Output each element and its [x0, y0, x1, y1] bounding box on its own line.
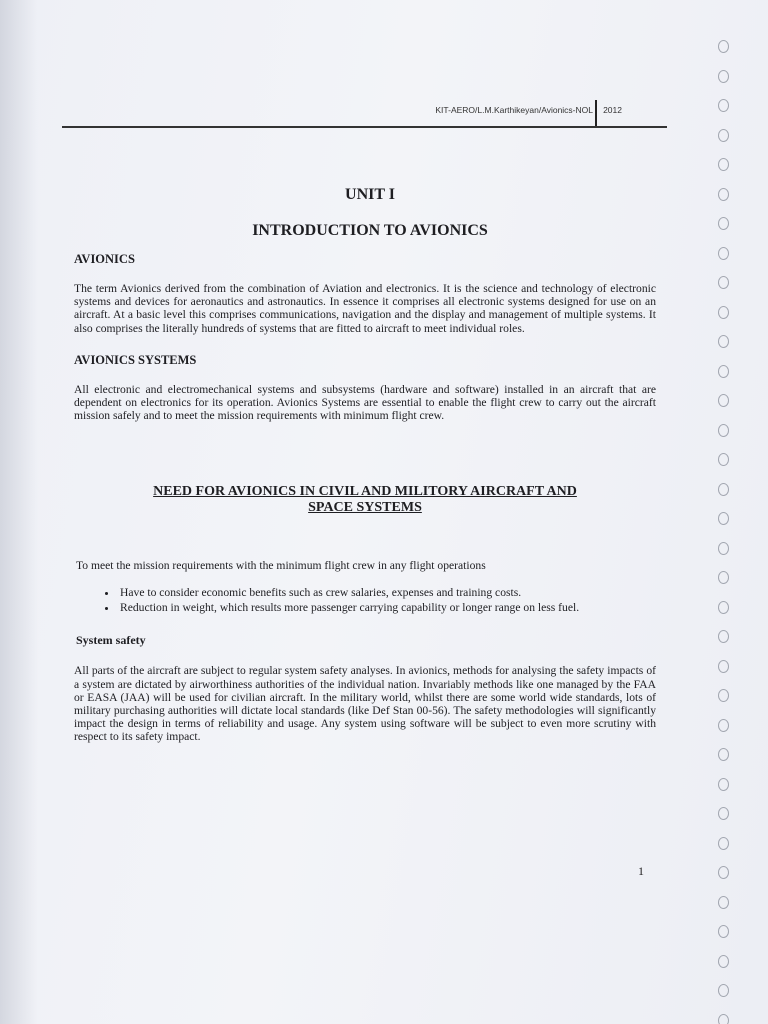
list-item: • Reduction in weight, which results more passenger carrying capability or longer range on less fuel. — [118, 600, 656, 615]
binding-hole — [718, 512, 729, 525]
binding-hole — [718, 129, 729, 142]
binding-hole — [718, 630, 729, 643]
header-year: 2012 — [603, 105, 622, 115]
binding-hole — [718, 40, 729, 53]
binding-hole — [718, 394, 729, 407]
system-safety-heading: System safety — [76, 633, 146, 648]
page-content — [74, 186, 656, 762]
need-intro: To meet the mission requirements with the minimum flight crew in any flight operations — [76, 559, 486, 573]
binding-hole — [718, 571, 729, 584]
binding-hole — [718, 719, 729, 732]
binding-hole — [718, 158, 729, 171]
binding-hole — [718, 99, 729, 112]
list-item: • Have to consider economic benefits such as crew salaries, expenses and training costs. — [118, 585, 656, 600]
binding-hole — [718, 217, 729, 230]
section-heading-avionics-systems: AVIONICS SYSTEMS — [74, 352, 197, 367]
binding-hole — [718, 984, 729, 997]
binding-hole — [718, 955, 729, 968]
unit-title: UNIT I — [345, 186, 395, 203]
binding-hole — [718, 1014, 729, 1024]
binding-hole — [718, 689, 729, 702]
page-header — [62, 104, 667, 128]
binding-hole — [718, 424, 729, 437]
need-bullet-list — [98, 585, 656, 615]
header-author: KIT-AERO/L.M.Karthikeyan/Avionics-NOL — [435, 105, 593, 115]
binding-hole — [718, 188, 729, 201]
main-title: INTRODUCTION TO AVIONICS — [252, 222, 488, 239]
binding-holes — [718, 40, 734, 1024]
binding-hole — [718, 807, 729, 820]
binding-hole — [718, 247, 729, 260]
binding-hole — [718, 335, 729, 348]
binding-hole — [718, 542, 729, 555]
binding-hole — [718, 896, 729, 909]
section-heading-avionics: AVIONICS — [74, 252, 135, 266]
header-divider — [595, 100, 598, 126]
binding-hole — [718, 778, 729, 791]
need-heading — [74, 484, 656, 516]
need-heading-line1: NEED FOR AVIONICS IN CIVIL AND MILITORY AIRCRAFT AND — [153, 484, 577, 500]
header-rule — [62, 126, 667, 128]
binding-hole — [718, 453, 729, 466]
binding-hole — [718, 866, 729, 879]
section-body-avionics-systems: All electronic and electromechanical systems and subsystems (hardware and software) installed in an aircraft that are dependent on electronics for its operation. Avionics Systems are essential to enable the flight crew to carry out the aircraft mission safely and to meet the mission requirements with minimum flight crew. — [74, 382, 656, 423]
binding-hole — [718, 365, 729, 378]
binding-hole — [718, 925, 729, 938]
binding-hole — [718, 837, 729, 850]
binding-hole — [718, 660, 729, 673]
system-safety-body: All parts of the aircraft are subject to regular system safety analyses. In avionics, methods for analysing the safety impacts of a system are dictated by airworthiness authorities of the individual nation. Invariably methods like one managed by the FAA or EASA (JAA) will be used for civilian aircraft. In the military world, whilst there are some world wide standards, lots of military purchasing authorities will dictate local standards (like Def Stan 00-56). The safety methodologies will significantly impact the design in terms of reliability and usage. Any system using software will be subject to even more scrutiny with respect to its safety impact. — [74, 664, 656, 744]
binding-hole — [718, 601, 729, 614]
section-body-avionics: The term Avionics derived from the combination of Aviation and electronics. It is the science and technology of electronic systems and devices for aeronautics and astronautics. In essence it comprises all electronic systems designed for use on an aircraft. At a basic level this comprises communications, navigation and the display and management of multiple systems. It also comprises the literally hundreds of systems that are fitted to aircraft to meet individual roles. — [74, 282, 656, 335]
binding-hole — [718, 276, 729, 289]
binding-hole — [718, 306, 729, 319]
binding-hole — [718, 70, 729, 83]
binding-hole — [718, 483, 729, 496]
page-shadow — [0, 0, 38, 1024]
need-heading-line2: SPACE SYSTEMS — [308, 500, 422, 516]
page-number: 1 — [638, 864, 644, 878]
binding-hole — [718, 748, 729, 761]
